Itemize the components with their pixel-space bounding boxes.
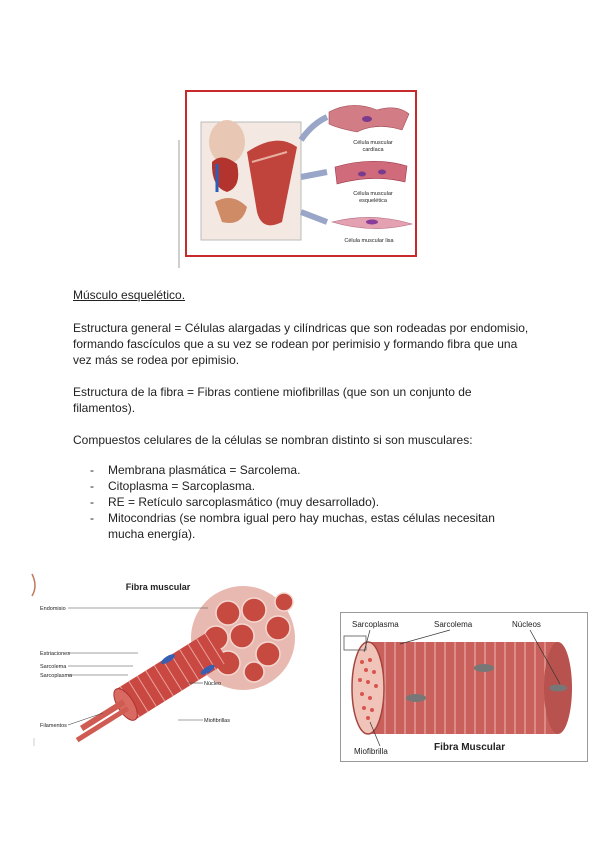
muscle-fiber-figure-left	[28, 568, 320, 748]
sarcolemma-label: Sarcolema	[40, 664, 67, 670]
list-item	[92, 478, 522, 494]
paragraph-general-structure: Estructura general = Células alargadas y cilíndricas que son rodeadas por endomisio, formando fascículos que a su vez se rodean por perimisio y formando fibra que una vez más se rodea por epimisio.	[73, 321, 529, 367]
list-item	[92, 510, 522, 542]
margin-line	[178, 140, 180, 268]
list-item	[92, 462, 522, 478]
skeletal-cell-label-1: Célula muscular	[353, 191, 393, 197]
muscle-fiber-figure-right	[340, 612, 588, 762]
nucleus-label: Núcleo	[204, 681, 222, 687]
cardiac-cell-label-2: cardíaca	[362, 147, 384, 153]
cardiac-cell-label-1: Célula muscular	[353, 140, 393, 146]
list-item-text: RE = Retículo sarcoplasmático (muy desarrollado).	[108, 495, 380, 509]
bullet-marker: -	[90, 463, 94, 477]
list-item-text: Mitocondrias (se nombra igual pero hay muchas, estas células necesitan mucha energía).	[108, 511, 495, 541]
skeletal-cell-label-2: esquelética	[359, 198, 387, 204]
components-list	[92, 462, 522, 542]
list-item-text: Citoplasma = Sarcoplasma.	[108, 479, 256, 493]
list-item-text: Membrana plasmática = Sarcolema.	[108, 463, 301, 477]
paragraph-fiber-structure: Estructura de la fibra = Fibras contiene miofibrillas (que son un conjunto de filamentos).	[73, 385, 472, 415]
filaments-label: Filamentos	[40, 723, 67, 729]
muscle-types-figure	[185, 90, 417, 257]
myofibrils-label: Miofibrillas	[204, 718, 230, 724]
list-item	[92, 494, 522, 510]
bullet-marker: -	[90, 479, 94, 493]
right-figure-caption: Fibra Muscular	[434, 742, 506, 753]
bullet-marker: -	[90, 495, 94, 509]
endomysium-label: Endomisio	[40, 606, 66, 612]
myofibril-label-right: Miofibrilla	[354, 747, 388, 756]
section-title: Músculo esquelético.	[73, 288, 186, 302]
striations-label: Estriaciones	[40, 651, 70, 657]
sarcoplasm-label-right: Sarcoplasma	[352, 620, 399, 629]
nuclei-label-right: Núcleos	[512, 620, 541, 629]
bullet-marker: -	[90, 511, 94, 525]
left-figure-title: Fibra muscular	[125, 582, 191, 592]
muscle-types-illustration	[187, 92, 415, 255]
paragraph-cellular-components: Compuestos celulares de la células se nombran distinto si son musculares:	[73, 433, 473, 447]
smooth-cell-label: Célula muscular lisa	[344, 238, 394, 244]
sarcoplasm-label: Sarcoplasma	[40, 673, 73, 679]
sarcolemma-label-right: Sarcolema	[434, 620, 473, 629]
